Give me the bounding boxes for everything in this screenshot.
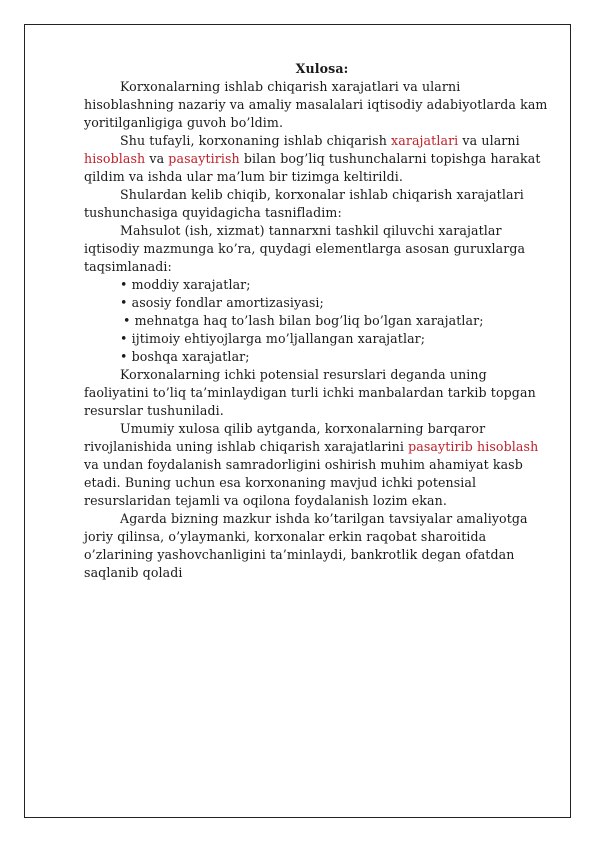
bullet-item-1: • moddiy xarajatlar; (120, 277, 251, 292)
paragraph-7: Agarda bizning mazkur ishda ko’tarilgan tavsiyalar amaliyotga joriy qilinsa, o’ylaymanki, korxonalar erkin raqobat sharoitida o’zlarining yashovchanligini ta’minlaydi, bankrotlik degan ofatdan saqlanib qoladi (84, 511, 528, 580)
p6-text-a: Umumiy xulosa qilib aytganda, korxonalarning barqaror rivojlanishida uning ishlab chiqarish xarajatlarini (84, 421, 486, 454)
p2-text-a: Shu tufayli, korxonaning ishlab chiqarish (120, 133, 392, 148)
paragraph-4: Mahsulot (ish, xizmat) tannarxni tashkil qiluvchi xarajatlar iqtisodiy mazmunga ko’ra, quydagi elementlarga asosan guruxlarga taqsimlanadi: (84, 223, 526, 274)
p2-highlight-hisoblash: hisoblash (84, 151, 146, 166)
document-body (84, 60, 550, 582)
paragraph-3: Shulardan kelib chiqib, korxonalar ishlab chiqarish xarajatlari tushunchasiga quyidagicha tasnifladim: (84, 187, 524, 220)
paragraph-5: Korxonalarning ichki potensial resurslari deganda uning faoliyatini to’liq ta’minlaydigan turli ichki manbalardan tarkib topgan resurslar tushuniladi. (84, 367, 536, 418)
p2-highlight-pasaytirish: pasaytirish (168, 151, 240, 166)
p2-text-d: bilan bog’liq tushunchalarni topishga harakat qildim va ishda ular ma’lum bir tizimga keltirildi. (84, 151, 541, 184)
paragraph-2 (84, 132, 550, 186)
p6-text-b: va undan foydalanish samradorligini oshirish muhim ahamiyat kasb etadi. Buning uchun esa korxonaning mavjud ichki potensial resurslaridan tejamli va oqilona foydalanish lozim ekan. (84, 457, 523, 508)
bullet-item-2: • asosiy fondlar amortizasiyasi; (120, 295, 324, 310)
bullet-item-4: • ijtimoiy ehtiyojlarga mo’ljallangan xarajatlar; (120, 331, 426, 346)
paragraph-1: Korxonalarning ishlab chiqarish xarajatlari va ularni hisoblashning nazariy va amaliy masalalari iqtisodiy adabiyotlarda kam yoritilganligiga guvoh bo’ldim. (84, 79, 548, 130)
p2-text-b: va ularni (458, 133, 520, 148)
paragraph-6 (84, 420, 550, 510)
p2-text-c: va (145, 151, 169, 166)
p6-highlight-pasaytirib-hisoblash: pasaytirib hisoblash (408, 439, 539, 454)
bullet-item-5: • boshqa xarajatlar; (120, 349, 250, 364)
bullet-item-3: • mehnatga haq to’lash bilan bog’liq bo’lgan xarajatlar; (123, 313, 484, 328)
p2-highlight-xarajatlari: xarajatlari (391, 133, 459, 148)
section-title: Xulosa: (295, 61, 349, 76)
